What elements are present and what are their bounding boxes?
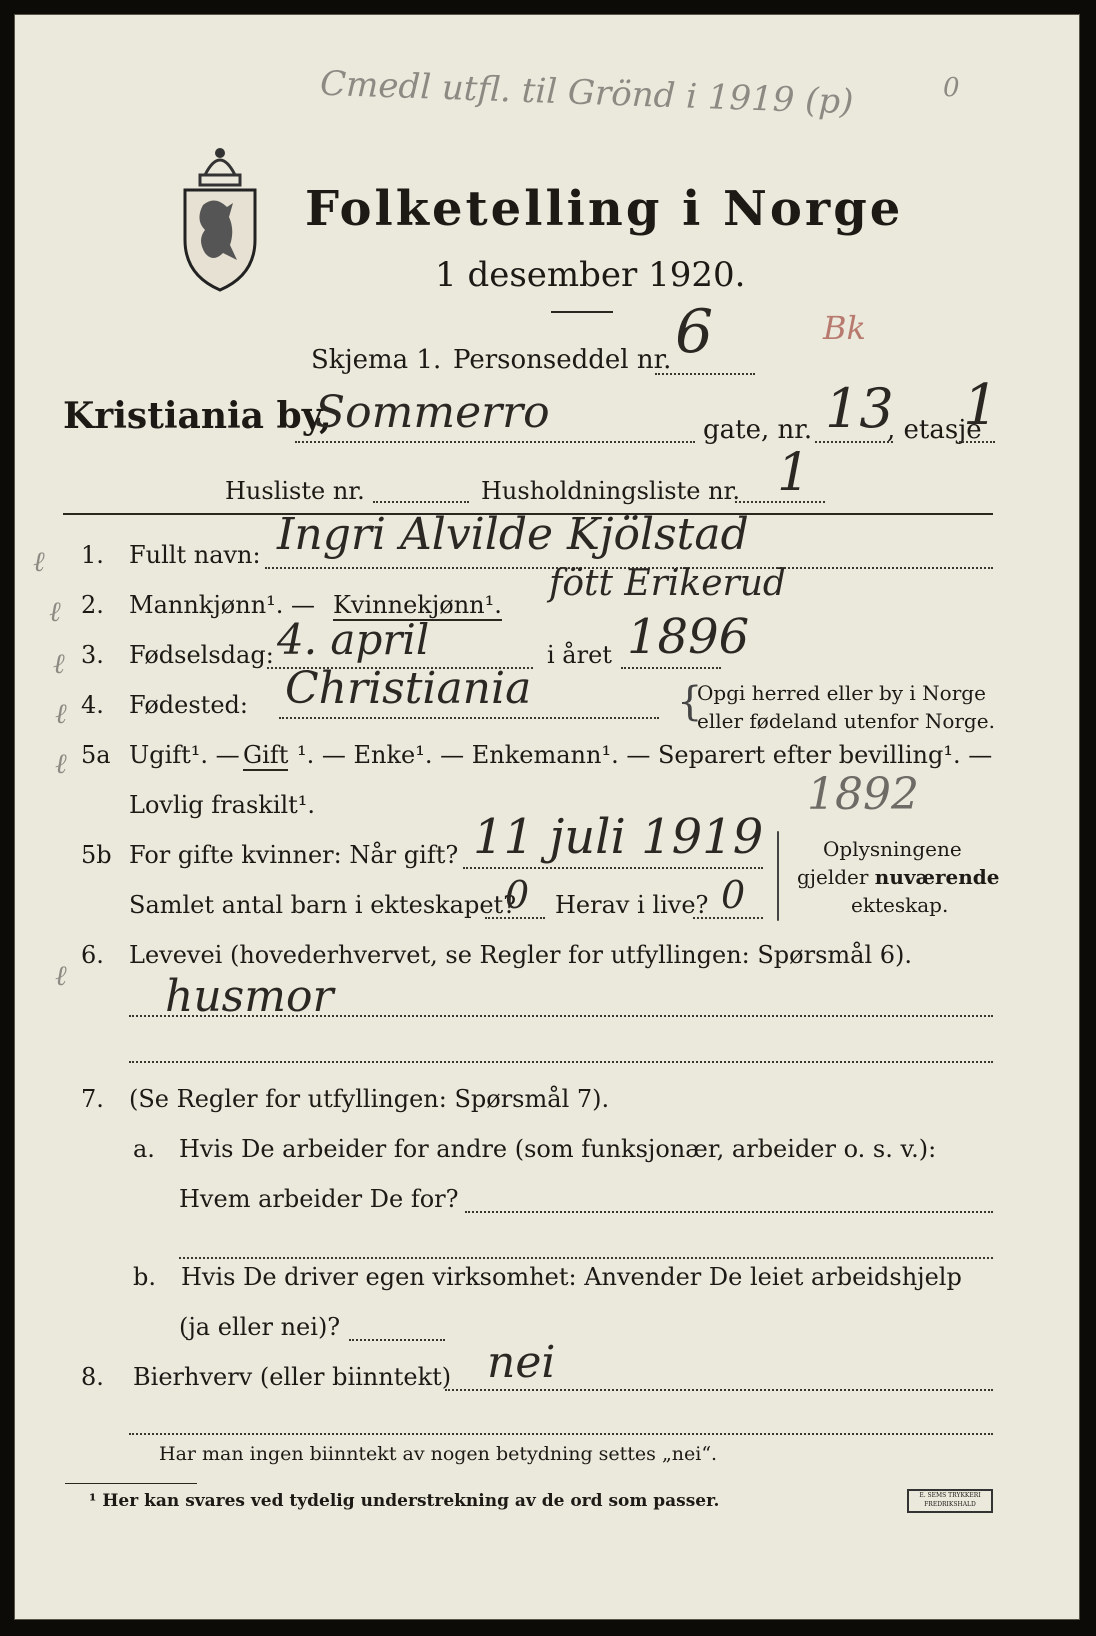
personseddel-label: Personseddel nr.	[453, 345, 672, 375]
q1-number: 1.	[81, 541, 104, 569]
q4-brace: {	[677, 679, 703, 725]
q1-maiden-value: fött Erikerud	[549, 563, 786, 604]
q7b-question: (ja eller nei)?	[179, 1313, 341, 1341]
q6-occupation-value: husmor	[165, 971, 334, 1022]
q5b-alive-line	[693, 917, 763, 919]
q6-number: 6.	[81, 941, 104, 969]
q8-label: Bierhverv (eller biinntekt)	[133, 1363, 452, 1391]
q3-year-value: 1896	[627, 609, 750, 665]
q7-number: 7.	[81, 1085, 104, 1113]
q5b-alive-value: 0	[721, 873, 746, 917]
q7a-employer-label: Hvem arbeider De for?	[179, 1185, 459, 1213]
q5a-lovlig-fraskilt: Lovlig fraskilt¹.	[129, 791, 316, 819]
q6-label: Levevei (hovederhvervet, se Regler for utfyllingen: Spørsmål 6).	[129, 941, 913, 969]
q1-name-value: Ingri Alvilde Kjölstad	[277, 509, 749, 560]
q5a-pencil-year: 1892	[807, 769, 919, 820]
q5b-children-value: 0	[505, 873, 530, 917]
q3-year-label: i året	[547, 641, 612, 669]
biinntekt-note: Har man ingen biinntekt av nogen betydning settes „nei“.	[159, 1443, 718, 1465]
q4-note-line1: Opgi herred eller by i Norge	[697, 681, 986, 705]
q8-extra-line	[129, 1433, 993, 1435]
q5b-married-value: 11 juli 1919	[473, 809, 764, 865]
q8-line	[445, 1389, 993, 1391]
q5b-label: For gifte kvinner: Når gift?	[129, 841, 459, 869]
q4-note-line2: eller fødeland utenfor Norge.	[697, 709, 995, 733]
q4-birthplace-value: Christiania	[285, 663, 532, 714]
q5a-gift-option: Gift	[243, 741, 289, 769]
margin-mark: ℓ	[55, 747, 67, 780]
q5b-brace	[777, 831, 779, 921]
q5a-other-options: ¹. — Enke¹. — Enkemann¹. — Separert efter bevilling¹. —	[297, 741, 993, 769]
personseddel-value: 6	[675, 297, 714, 367]
q5b-alive-label: Herav i live?	[555, 891, 709, 919]
q7a-extra-line	[179, 1257, 993, 1259]
q5b-number: 5b	[81, 841, 112, 869]
margin-mark: ℓ	[53, 647, 65, 680]
q5b-children-label: Samlet antal barn i ekteskapet?	[129, 891, 517, 919]
q4-label: Fødested:	[129, 691, 248, 719]
printer-mark: E. SEMS TRYKKERI FREDRIKSHALD	[907, 1489, 993, 1513]
q3-birthday-value: 4. april	[277, 615, 430, 664]
annotation-mark: Bk	[823, 309, 866, 347]
q6-line2	[129, 1061, 993, 1063]
q7b-line	[349, 1339, 445, 1341]
margin-mark: ℓ	[55, 697, 67, 730]
q8-number: 8.	[81, 1363, 104, 1391]
q5b-children-line	[485, 917, 545, 919]
form-title: Folketelling i Norge	[305, 181, 904, 237]
margin-mark: ℓ	[49, 595, 61, 628]
etasje-label: , etasje	[887, 415, 982, 445]
etasje-line	[959, 441, 995, 443]
q5b-note-line1: Oplysningene	[823, 837, 962, 861]
nr-value: 13	[825, 377, 894, 440]
footnote-divider	[65, 1483, 197, 1484]
etasje-value: 1	[963, 373, 999, 438]
q2-female-option: Kvinnekjønn¹.	[333, 591, 502, 619]
q5b-married-line	[463, 867, 763, 869]
norway-coat-of-arms-icon	[175, 135, 265, 295]
footnote: ¹ Her kan svares ved tydelig understrekning av de ord som passer.	[89, 1491, 720, 1511]
pencil-archive-note: Cmedl utfl. til Grönd i 1919 (p)	[319, 63, 855, 123]
q7b-letter: b.	[133, 1263, 156, 1291]
q2-male-option: Mannkjønn¹. —	[129, 591, 316, 619]
margin-mark: ℓ	[33, 545, 45, 578]
husholdning-label: Husholdningsliste nr.	[481, 477, 740, 505]
title-divider	[551, 311, 613, 313]
gate-label: gate, nr.	[703, 415, 813, 445]
q7a-employer-line	[465, 1211, 993, 1213]
q7a-text: Hvis De arbeider for andre (som funksjonær, arbeider o. s. v.):	[179, 1135, 937, 1163]
q3-year-line	[621, 667, 721, 669]
q5b-note-line2a: gjelder	[797, 865, 875, 889]
nr-line	[815, 441, 893, 443]
census-form	[14, 14, 1080, 1620]
husholdning-value: 1	[777, 443, 811, 503]
q1-label: Fullt navn:	[129, 541, 261, 569]
q3-label: Fødselsdag:	[129, 641, 274, 669]
census-date: 1 desember 1920.	[435, 255, 746, 295]
q4-number: 4.	[81, 691, 104, 719]
q6-line1	[129, 1015, 993, 1017]
margin-mark: ℓ	[55, 959, 67, 992]
q5b-note-line2b: nuværende	[874, 865, 1000, 889]
pencil-corner-mark: 0	[943, 73, 960, 103]
personseddel-line	[655, 373, 755, 375]
q5a-ugift-option: Ugift¹. —	[129, 741, 240, 769]
q5b-note-line3: ekteskap.	[851, 893, 949, 917]
street-line	[295, 441, 695, 443]
q7a-letter: a.	[133, 1135, 155, 1163]
q2-number: 2.	[81, 591, 104, 619]
q3-number: 3.	[81, 641, 104, 669]
q7-label: (Se Regler for utfyllingen: Spørsmål 7).	[129, 1085, 610, 1113]
q4-line	[279, 717, 659, 719]
city-label: Kristiania by,	[63, 395, 332, 437]
husliste-line	[373, 501, 469, 503]
q8-value: nei	[487, 1337, 556, 1388]
schema-label: Skjema 1.	[311, 345, 442, 375]
husliste-label: Husliste nr.	[225, 477, 365, 505]
q5a-number: 5a	[81, 741, 111, 769]
street-value: Sommerro	[315, 387, 550, 438]
q7b-text: Hvis De driver egen virksomhet: Anvender De leiet arbeidshjelp	[181, 1263, 962, 1291]
